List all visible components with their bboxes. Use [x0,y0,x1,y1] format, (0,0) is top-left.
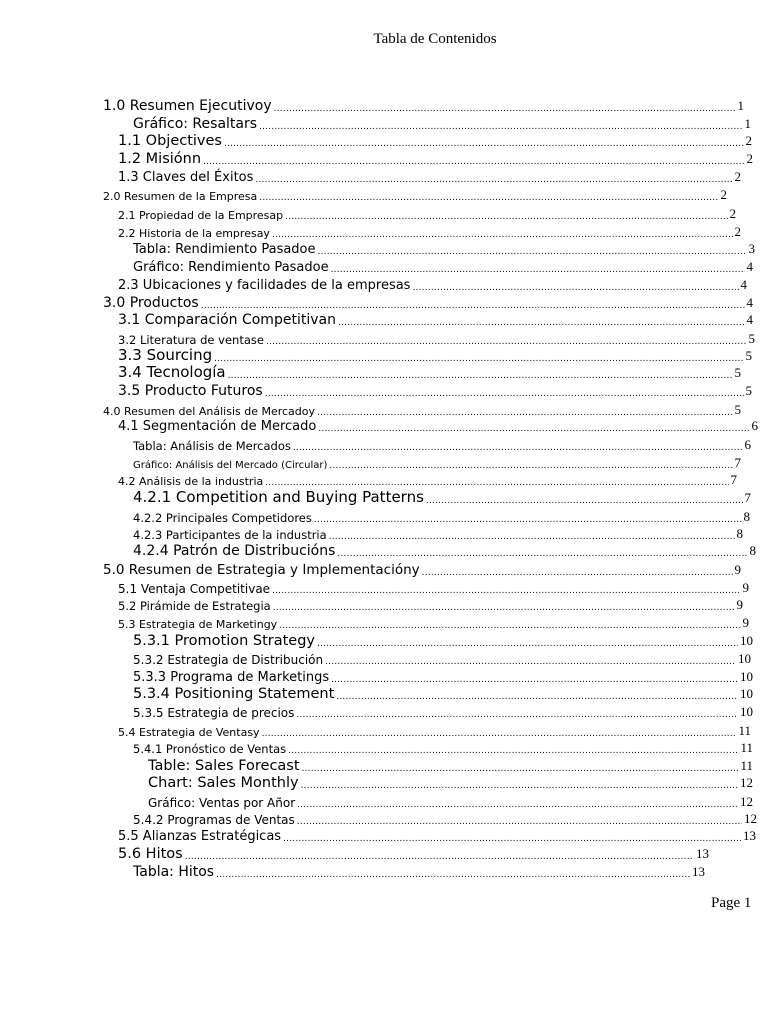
toc-entry-page: 1 [737,98,744,113]
toc-entry-page: 7 [734,455,741,470]
toc-entry-2-1-propiedad-de-la-empresap[interactable] [118,204,736,222]
toc-entry-page: 4 [740,277,747,292]
dot-leader [283,835,741,844]
toc-entry-label: 5.1 Ventaja Competitivae [118,582,271,596]
toc-entry-chart-sales-monthly[interactable] [148,773,753,791]
dot-leader [255,176,732,185]
toc-entry-label: 1.3 Claves del Éxitos [118,170,254,185]
toc-entry-4-2-analisis-de-la-industria[interactable] [118,470,737,488]
toc-entry-page: 5 [745,348,752,363]
page-number: Page 1 [711,895,752,911]
dot-leader [412,284,738,293]
dot-leader [331,266,745,275]
dot-leader [325,658,736,667]
toc-entry-3-1-comparacion-competitivan[interactable] [118,310,753,328]
toc-entry-page: 12 [740,775,753,790]
toc-entry-5-3-1-promotion-strategy[interactable] [133,631,753,649]
dot-leader [224,140,744,149]
toc-entry-5-3-2-estrategia-de-distribucion[interactable] [133,649,751,667]
toc-entry-page: 13 [692,864,705,879]
toc-entry-4-2-1-competition-and-buying-patterns[interactable] [133,488,751,506]
toc-entry-label: 3.2 Literatura de ventase [118,333,264,347]
toc-entry-label: Tabla: Análisis de Mercados [133,439,291,453]
toc-entry-1-2-misionn[interactable] [118,149,753,167]
dot-leader [337,550,747,559]
toc-entry-label: Tabla: Rendimiento Pasadoe [133,242,316,257]
dot-leader [273,604,735,613]
toc-entry-2-2-historia-de-la-empresay[interactable] [118,222,741,240]
toc-entry-page: 4 [746,295,753,310]
toc-entry-page: 11 [738,723,751,738]
toc-entry-1-3-claves-del-exitos[interactable] [118,167,741,185]
toc-entry-page: 6 [744,437,751,452]
dot-leader [317,640,738,649]
toc-entry-page: 7 [744,490,751,505]
toc-entry-2-0-resumen-de-la-empresa[interactable] [103,185,727,203]
toc-entry-label: 4.2 Análisis de la industria [118,475,264,488]
toc-entry-5-2-piramide-de-estrategia[interactable] [118,595,743,613]
toc-entry-page: 11 [740,758,753,773]
dot-leader [293,444,743,453]
toc-entry-page: 10 [740,633,753,648]
dot-leader [422,569,733,578]
toc-entry-label: 1.2 Misiónn [118,151,202,167]
toc-entry-page: 12 [744,811,757,826]
toc-entry-label: 3.1 Comparación Competitivan [118,312,336,328]
dot-leader [318,248,747,257]
toc-entry-1-1-objectives[interactable] [118,131,752,149]
dot-leader [265,479,728,488]
dot-leader [228,372,733,381]
toc-entry-label: 5.3 Estrategia de Marketingy [118,618,278,631]
toc-entry-page: 5 [745,383,752,398]
toc-entry-page: 12 [740,794,753,809]
toc-entry-4-1-segmentacion-de-mercado[interactable] [118,416,758,434]
toc-entry-label: 3.0 Productos [103,295,199,311]
toc-entry-label: 5.3.2 Estrategia de Distribución [133,653,324,667]
toc-entry-label: 5.4.1 Pronóstico de Ventas [133,742,287,756]
toc-entry-page: 1 [744,116,751,131]
toc-entry-5-4-2-programas-de-ventas[interactable] [133,809,757,827]
dot-leader [338,319,745,328]
toc-entry-3-0-productos[interactable] [103,293,753,311]
dot-leader [185,853,694,862]
toc-entry-page: 2 [734,169,741,184]
toc-entry-page: 10 [740,669,753,684]
toc-entry-table-sales-forecast[interactable] [148,756,753,774]
toc-entry-page: 10 [740,686,753,701]
toc-entry-4-2-3-participantes-de-la-industria[interactable] [133,524,743,542]
toc-entry-2-3-ubicaciones-y-facilidades-de-la-empresas[interactable] [118,275,747,293]
toc-entry-label: 4.2.3 Participantes de la industria [133,528,327,542]
toc-entry-page: 5 [748,331,755,346]
toc-entry-page: 2 [746,151,753,166]
toc-entry-5-1-ventaja-competitivae[interactable] [118,578,749,596]
toc-entry-1-0-resumen-ejecutivoy[interactable] [103,96,744,114]
toc-entry-label: 5.5 Alianzas Estratégicas [118,829,282,844]
toc-entry-grafico-analisis-del-mercado-circular[interactable] [133,453,741,471]
dot-leader [274,105,736,114]
toc-entry-label: 5.4 Estrategia de Ventasy [118,726,260,739]
toc-entry-5-3-5-estrategia-de-precios[interactable] [133,702,753,720]
toc-entry-page: 6 [751,418,758,433]
dot-leader [336,693,738,702]
toc-entry-3-5-producto-futuros[interactable] [118,381,752,399]
toc-entry-page: 9 [742,580,749,595]
dot-leader [265,390,744,399]
toc-entry-label: 5.4.2 Programas de Ventas [133,813,295,827]
toc-entry-page: 13 [743,828,756,843]
toc-entry-3-2-literatura-de-ventase[interactable] [118,329,755,347]
toc-entry-label: Gráfico: Resaltars [133,116,258,132]
toc-entry-label: 5.3.4 Positioning Statement [133,686,335,702]
toc-entry-label: 2.1 Propiedad de la Empresap [118,209,284,222]
toc-entry-label: 5.2 Pirámide de Estrategia [118,599,271,613]
toc-entry-label: Gráfico: Ventas por Añor [148,796,296,810]
toc-entry-page: 2 [720,187,727,202]
toc-entry-page: 4 [746,312,753,327]
toc-entry-label: 2.3 Ubicaciones y facilidades de la empresas [118,278,411,293]
toc-entry-page: 10 [740,704,753,719]
toc-entry-5-3-3-programa-de-marketings[interactable] [133,667,753,685]
toc-entry-grafico-resaltars[interactable] [133,114,751,132]
toc-entry-page: 8 [749,543,756,558]
dot-leader [279,622,740,631]
toc-entry-3-4-tecnologia[interactable] [118,363,741,381]
toc-entry-3-3-sourcing[interactable] [118,346,752,364]
toc-entry-page: 2 [729,206,736,221]
toc-entry-tabla-analisis-de-mercados[interactable] [133,435,751,453]
toc-entry-5-3-estrategia-de-marketingy[interactable] [118,613,749,631]
toc-entry-5-3-4-positioning-statement[interactable] [133,684,753,702]
toc-entry-4-2-4-patron-de-distribucions[interactable] [133,541,756,559]
toc-entry-label: 5.6 Hitos [118,846,183,862]
toc-entry-5-4-1-pronostico-de-ventas[interactable] [133,738,753,756]
dot-leader [301,782,738,791]
toc-entry-5-4-estrategia-de-ventasy[interactable] [118,721,751,739]
toc-entry-page: 8 [743,509,750,524]
toc-entry-page: 5 [734,402,741,417]
dot-leader [318,425,749,434]
toc-entry-page: 10 [738,651,751,666]
toc-entry-page: 3 [748,241,755,256]
toc-entry-page: 2 [745,133,752,148]
toc-title: Tabla de Contenidos [373,31,497,47]
dot-leader [216,871,690,880]
toc-entry-page: 7 [730,472,737,487]
dot-leader [288,747,738,756]
toc-entry-page: 5 [734,365,741,380]
toc-entry-label: 5.0 Resumen de Estrategia y Implementacióny [103,562,420,578]
toc-entry-tabla-rendimiento-pasadoe[interactable] [133,239,755,257]
toc-entry-label: 4.2.1 Competition and Buying Patterns [133,488,424,506]
toc-entry-label: 3.5 Producto Futuros [118,383,263,399]
toc-entry-label: Tabla: Hitos [133,864,215,880]
toc-entry-label: 1.1 Objectives [118,133,222,149]
toc-entry-label: Gráfico: Rendimiento Pasadoe [133,260,329,275]
toc-entry-label: 2.0 Resumen de la Empresa [103,190,258,203]
toc-entry-label: 3.4 Tecnología [118,363,226,381]
toc-entry-5-0-resumen-de-estrategia-y-implementaciony[interactable] [103,560,741,578]
toc-entry-label: Gráfico: Análisis del Mercado (Circular) [133,460,328,471]
toc-entry-page: 8 [736,526,743,541]
toc-entry-label: 5.3.3 Programa de Marketings [133,670,330,685]
toc-entry-label: 1.0 Resumen Ejecutivoy [103,98,272,114]
toc-entry-label: 4.2.2 Principales Competidores [133,511,312,525]
toc-entry-grafico-rendimiento-pasadoe[interactable] [133,257,753,275]
dot-leader [285,213,727,222]
toc-entry-5-5-alianzas-estrategicas[interactable] [118,826,756,844]
toc-entry-page: 9 [734,562,741,577]
toc-entry-label: 4.2.4 Patrón de Distribucións [133,543,336,559]
dot-leader [259,194,718,203]
toc-entry-tabla-hitos[interactable] [133,862,705,880]
toc-entry-4-2-2-principales-competidores[interactable] [133,507,750,525]
dot-leader [296,711,738,720]
toc-entry-page: 13 [696,846,709,861]
toc-entry-grafico-ventas-por-anor[interactable] [148,792,753,810]
toc-entry-label: 5.3.5 Estrategia de precios [133,706,295,720]
toc-entry-label: Chart: Sales Monthly [148,775,299,791]
toc-entry-page: 9 [736,597,743,612]
toc-entry-page: 9 [742,615,749,630]
toc-entry-page: 4 [746,259,753,274]
toc-entry-5-6-hitos[interactable] [118,844,709,862]
dot-leader [426,497,743,506]
toc-entry-label: 4.1 Segmentación de Mercado [118,419,317,434]
toc-entry-page: 2 [734,224,741,239]
toc-entry-label: 4.0 Resumen del Análisis de Mercadoy [103,405,316,418]
toc-entry-label: 3.3 Sourcing [118,346,213,364]
toc-entry-label: 5.3.1 Promotion Strategy [133,633,316,649]
dot-leader [203,158,744,167]
toc-entry-label: Table: Sales Forecast [148,758,300,774]
toc-entry-label: 2.2 Historia de la empresay [118,227,270,240]
toc-entry-page: 11 [740,740,753,755]
